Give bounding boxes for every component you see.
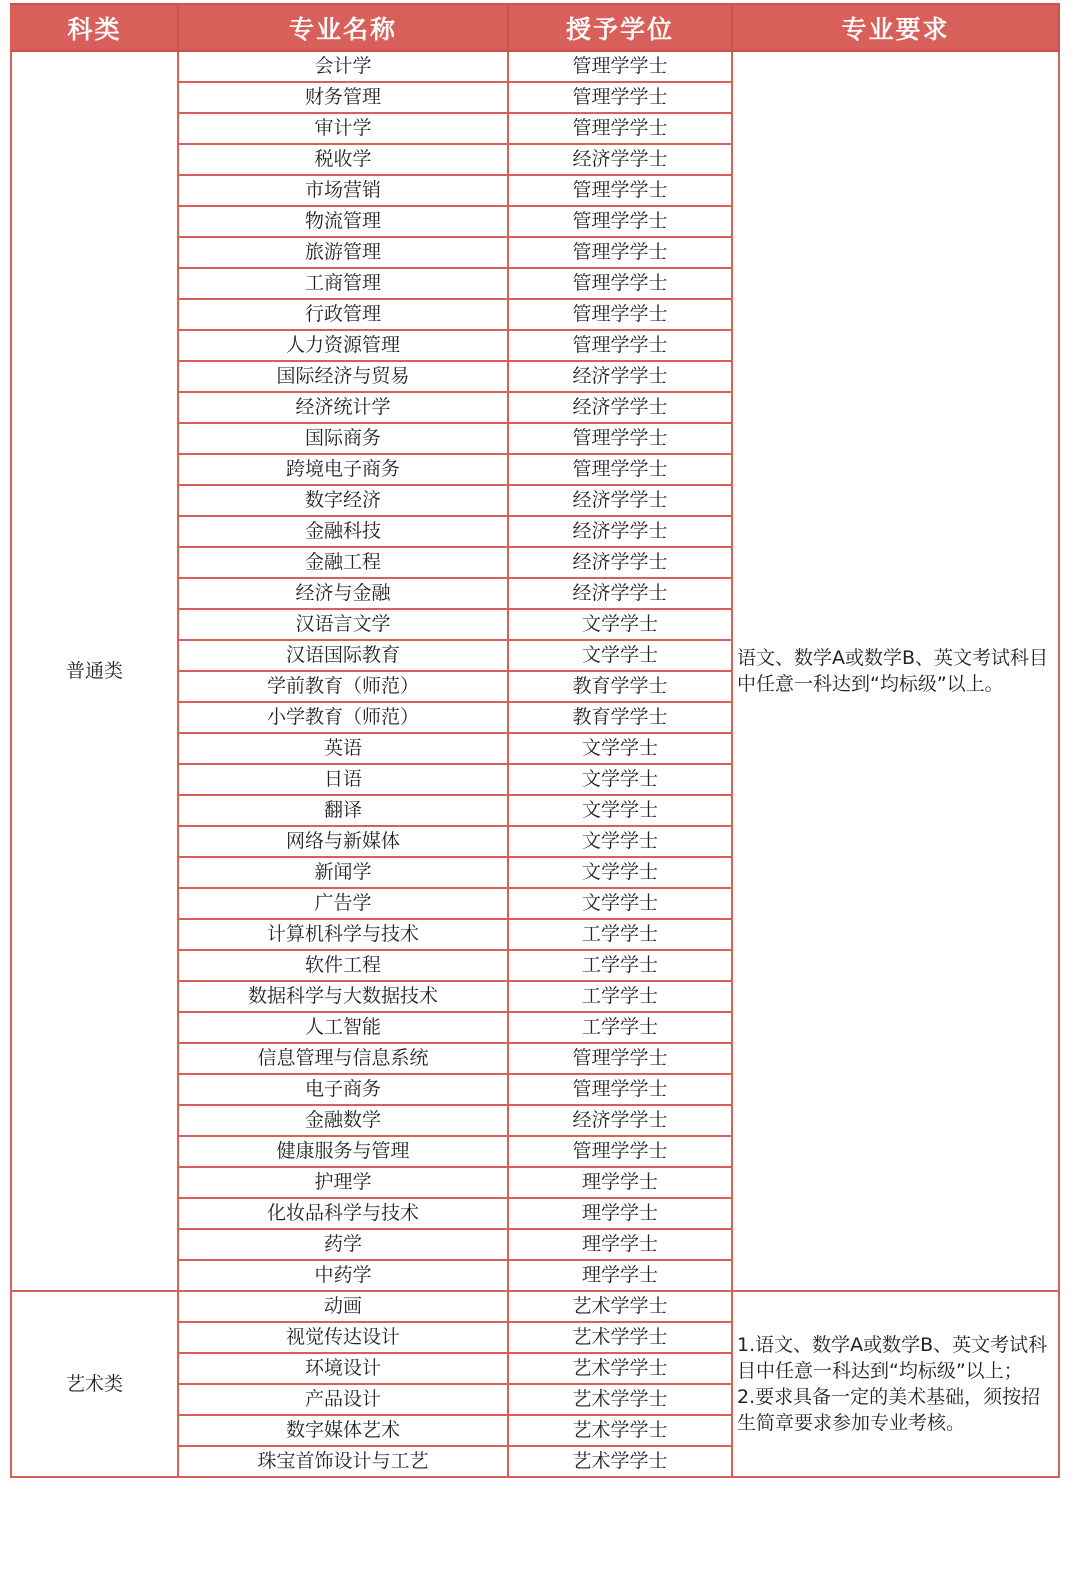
majors-table-container — [10, 3, 1058, 1478]
degree-cell: 教育学学士 — [508, 702, 732, 733]
major-name-cell: 国际经济与贸易 — [178, 361, 508, 392]
major-name-cell: 英语 — [178, 733, 508, 764]
degree-cell: 文学学士 — [508, 826, 732, 857]
degree-cell: 管理学学士 — [508, 330, 732, 361]
major-name-cell: 产品设计 — [178, 1384, 508, 1415]
major-name-cell: 新闻学 — [178, 857, 508, 888]
degree-cell: 理学学士 — [508, 1167, 732, 1198]
degree-cell: 理学学士 — [508, 1229, 732, 1260]
major-name-cell: 中药学 — [178, 1260, 508, 1291]
degree-cell: 管理学学士 — [508, 423, 732, 454]
major-name-cell: 数据科学与大数据技术 — [178, 981, 508, 1012]
requirement-cell — [732, 1291, 1059, 1477]
major-name-cell: 药学 — [178, 1229, 508, 1260]
major-name-cell: 经济与金融 — [178, 578, 508, 609]
major-name-cell: 广告学 — [178, 888, 508, 919]
major-name-cell: 市场营销 — [178, 175, 508, 206]
category-cell: 普通类 — [11, 51, 178, 1291]
major-name-cell: 软件工程 — [178, 950, 508, 981]
table-row — [11, 51, 1059, 82]
degree-cell: 经济学学士 — [508, 392, 732, 423]
degree-cell: 管理学学士 — [508, 206, 732, 237]
category-cell: 艺术类 — [11, 1291, 178, 1477]
major-name-cell: 数字媒体艺术 — [178, 1415, 508, 1446]
degree-cell: 管理学学士 — [508, 1136, 732, 1167]
degree-cell: 经济学学士 — [508, 144, 732, 175]
table-row — [11, 1291, 1059, 1322]
major-name-cell: 计算机科学与技术 — [178, 919, 508, 950]
major-name-cell: 数字经济 — [178, 485, 508, 516]
major-name-cell: 珠宝首饰设计与工艺 — [178, 1446, 508, 1477]
major-name-cell: 旅游管理 — [178, 237, 508, 268]
degree-cell: 经济学学士 — [508, 578, 732, 609]
degree-cell: 艺术学学士 — [508, 1446, 732, 1477]
degree-cell: 经济学学士 — [508, 1105, 732, 1136]
major-name-cell: 信息管理与信息系统 — [178, 1043, 508, 1074]
degree-cell: 经济学学士 — [508, 485, 732, 516]
major-name-cell: 金融科技 — [178, 516, 508, 547]
major-name-cell: 健康服务与管理 — [178, 1136, 508, 1167]
degree-cell: 管理学学士 — [508, 82, 732, 113]
table-header — [11, 4, 1059, 51]
degree-cell: 管理学学士 — [508, 268, 732, 299]
major-name-cell: 人工智能 — [178, 1012, 508, 1043]
majors-table — [10, 3, 1060, 1478]
major-name-cell: 金融数学 — [178, 1105, 508, 1136]
degree-cell: 理学学士 — [508, 1260, 732, 1291]
major-name-cell: 工商管理 — [178, 268, 508, 299]
major-name-cell: 学前教育（师范） — [178, 671, 508, 702]
requirement-line: 语文、数学A或数学B、英文考试科目中任意一科达到“均标级”以上。 — [737, 647, 1049, 695]
header-row — [11, 4, 1059, 51]
degree-cell: 经济学学士 — [508, 516, 732, 547]
major-name-cell: 跨境电子商务 — [178, 454, 508, 485]
degree-cell: 文学学士 — [508, 857, 732, 888]
degree-cell: 文学学士 — [508, 888, 732, 919]
degree-cell: 艺术学学士 — [508, 1353, 732, 1384]
degree-cell: 理学学士 — [508, 1198, 732, 1229]
degree-cell: 经济学学士 — [508, 547, 732, 578]
requirement-line: 2.要求具备一定的美术基础，须按招生简章要求参加专业考核。 — [737, 1386, 1041, 1434]
requirement-line: 1.语文、数学A或数学B、英文考试科目中任意一科达到“均标级”以上； — [737, 1334, 1048, 1382]
degree-cell: 工学学士 — [508, 950, 732, 981]
major-name-cell: 国际商务 — [178, 423, 508, 454]
degree-cell: 管理学学士 — [508, 299, 732, 330]
degree-cell: 艺术学学士 — [508, 1291, 732, 1322]
major-name-cell: 视觉传达设计 — [178, 1322, 508, 1353]
degree-cell: 管理学学士 — [508, 237, 732, 268]
degree-cell: 文学学士 — [508, 733, 732, 764]
degree-cell: 文学学士 — [508, 764, 732, 795]
major-name-cell: 人力资源管理 — [178, 330, 508, 361]
major-name-cell: 小学教育（师范） — [178, 702, 508, 733]
major-name-cell: 护理学 — [178, 1167, 508, 1198]
header-category: 科类 — [11, 4, 178, 51]
degree-cell: 艺术学学士 — [508, 1322, 732, 1353]
major-name-cell: 化妆品科学与技术 — [178, 1198, 508, 1229]
major-name-cell: 会计学 — [178, 51, 508, 82]
degree-cell: 工学学士 — [508, 981, 732, 1012]
degree-cell: 经济学学士 — [508, 361, 732, 392]
major-name-cell: 翻译 — [178, 795, 508, 826]
major-name-cell: 财务管理 — [178, 82, 508, 113]
major-name-cell: 日语 — [178, 764, 508, 795]
major-name-cell: 税收学 — [178, 144, 508, 175]
degree-cell: 管理学学士 — [508, 175, 732, 206]
degree-cell: 艺术学学士 — [508, 1415, 732, 1446]
major-name-cell: 汉语国际教育 — [178, 640, 508, 671]
degree-cell: 管理学学士 — [508, 454, 732, 485]
degree-cell: 艺术学学士 — [508, 1384, 732, 1415]
major-name-cell: 电子商务 — [178, 1074, 508, 1105]
major-name-cell: 网络与新媒体 — [178, 826, 508, 857]
header-requirement: 专业要求 — [732, 4, 1059, 51]
degree-cell: 文学学士 — [508, 795, 732, 826]
major-name-cell: 汉语言文学 — [178, 609, 508, 640]
degree-cell: 工学学士 — [508, 1012, 732, 1043]
major-name-cell: 金融工程 — [178, 547, 508, 578]
degree-cell: 管理学学士 — [508, 113, 732, 144]
degree-cell: 管理学学士 — [508, 1043, 732, 1074]
header-degree: 授予学位 — [508, 4, 732, 51]
major-name-cell: 物流管理 — [178, 206, 508, 237]
degree-cell: 文学学士 — [508, 640, 732, 671]
major-name-cell: 经济统计学 — [178, 392, 508, 423]
degree-cell: 工学学士 — [508, 919, 732, 950]
requirement-cell — [732, 51, 1059, 1291]
major-name-cell: 审计学 — [178, 113, 508, 144]
table-body — [11, 51, 1059, 1477]
major-name-cell: 行政管理 — [178, 299, 508, 330]
degree-cell: 管理学学士 — [508, 1074, 732, 1105]
degree-cell: 管理学学士 — [508, 51, 732, 82]
degree-cell: 文学学士 — [508, 609, 732, 640]
degree-cell: 教育学学士 — [508, 671, 732, 702]
header-major: 专业名称 — [178, 4, 508, 51]
major-name-cell: 动画 — [178, 1291, 508, 1322]
major-name-cell: 环境设计 — [178, 1353, 508, 1384]
